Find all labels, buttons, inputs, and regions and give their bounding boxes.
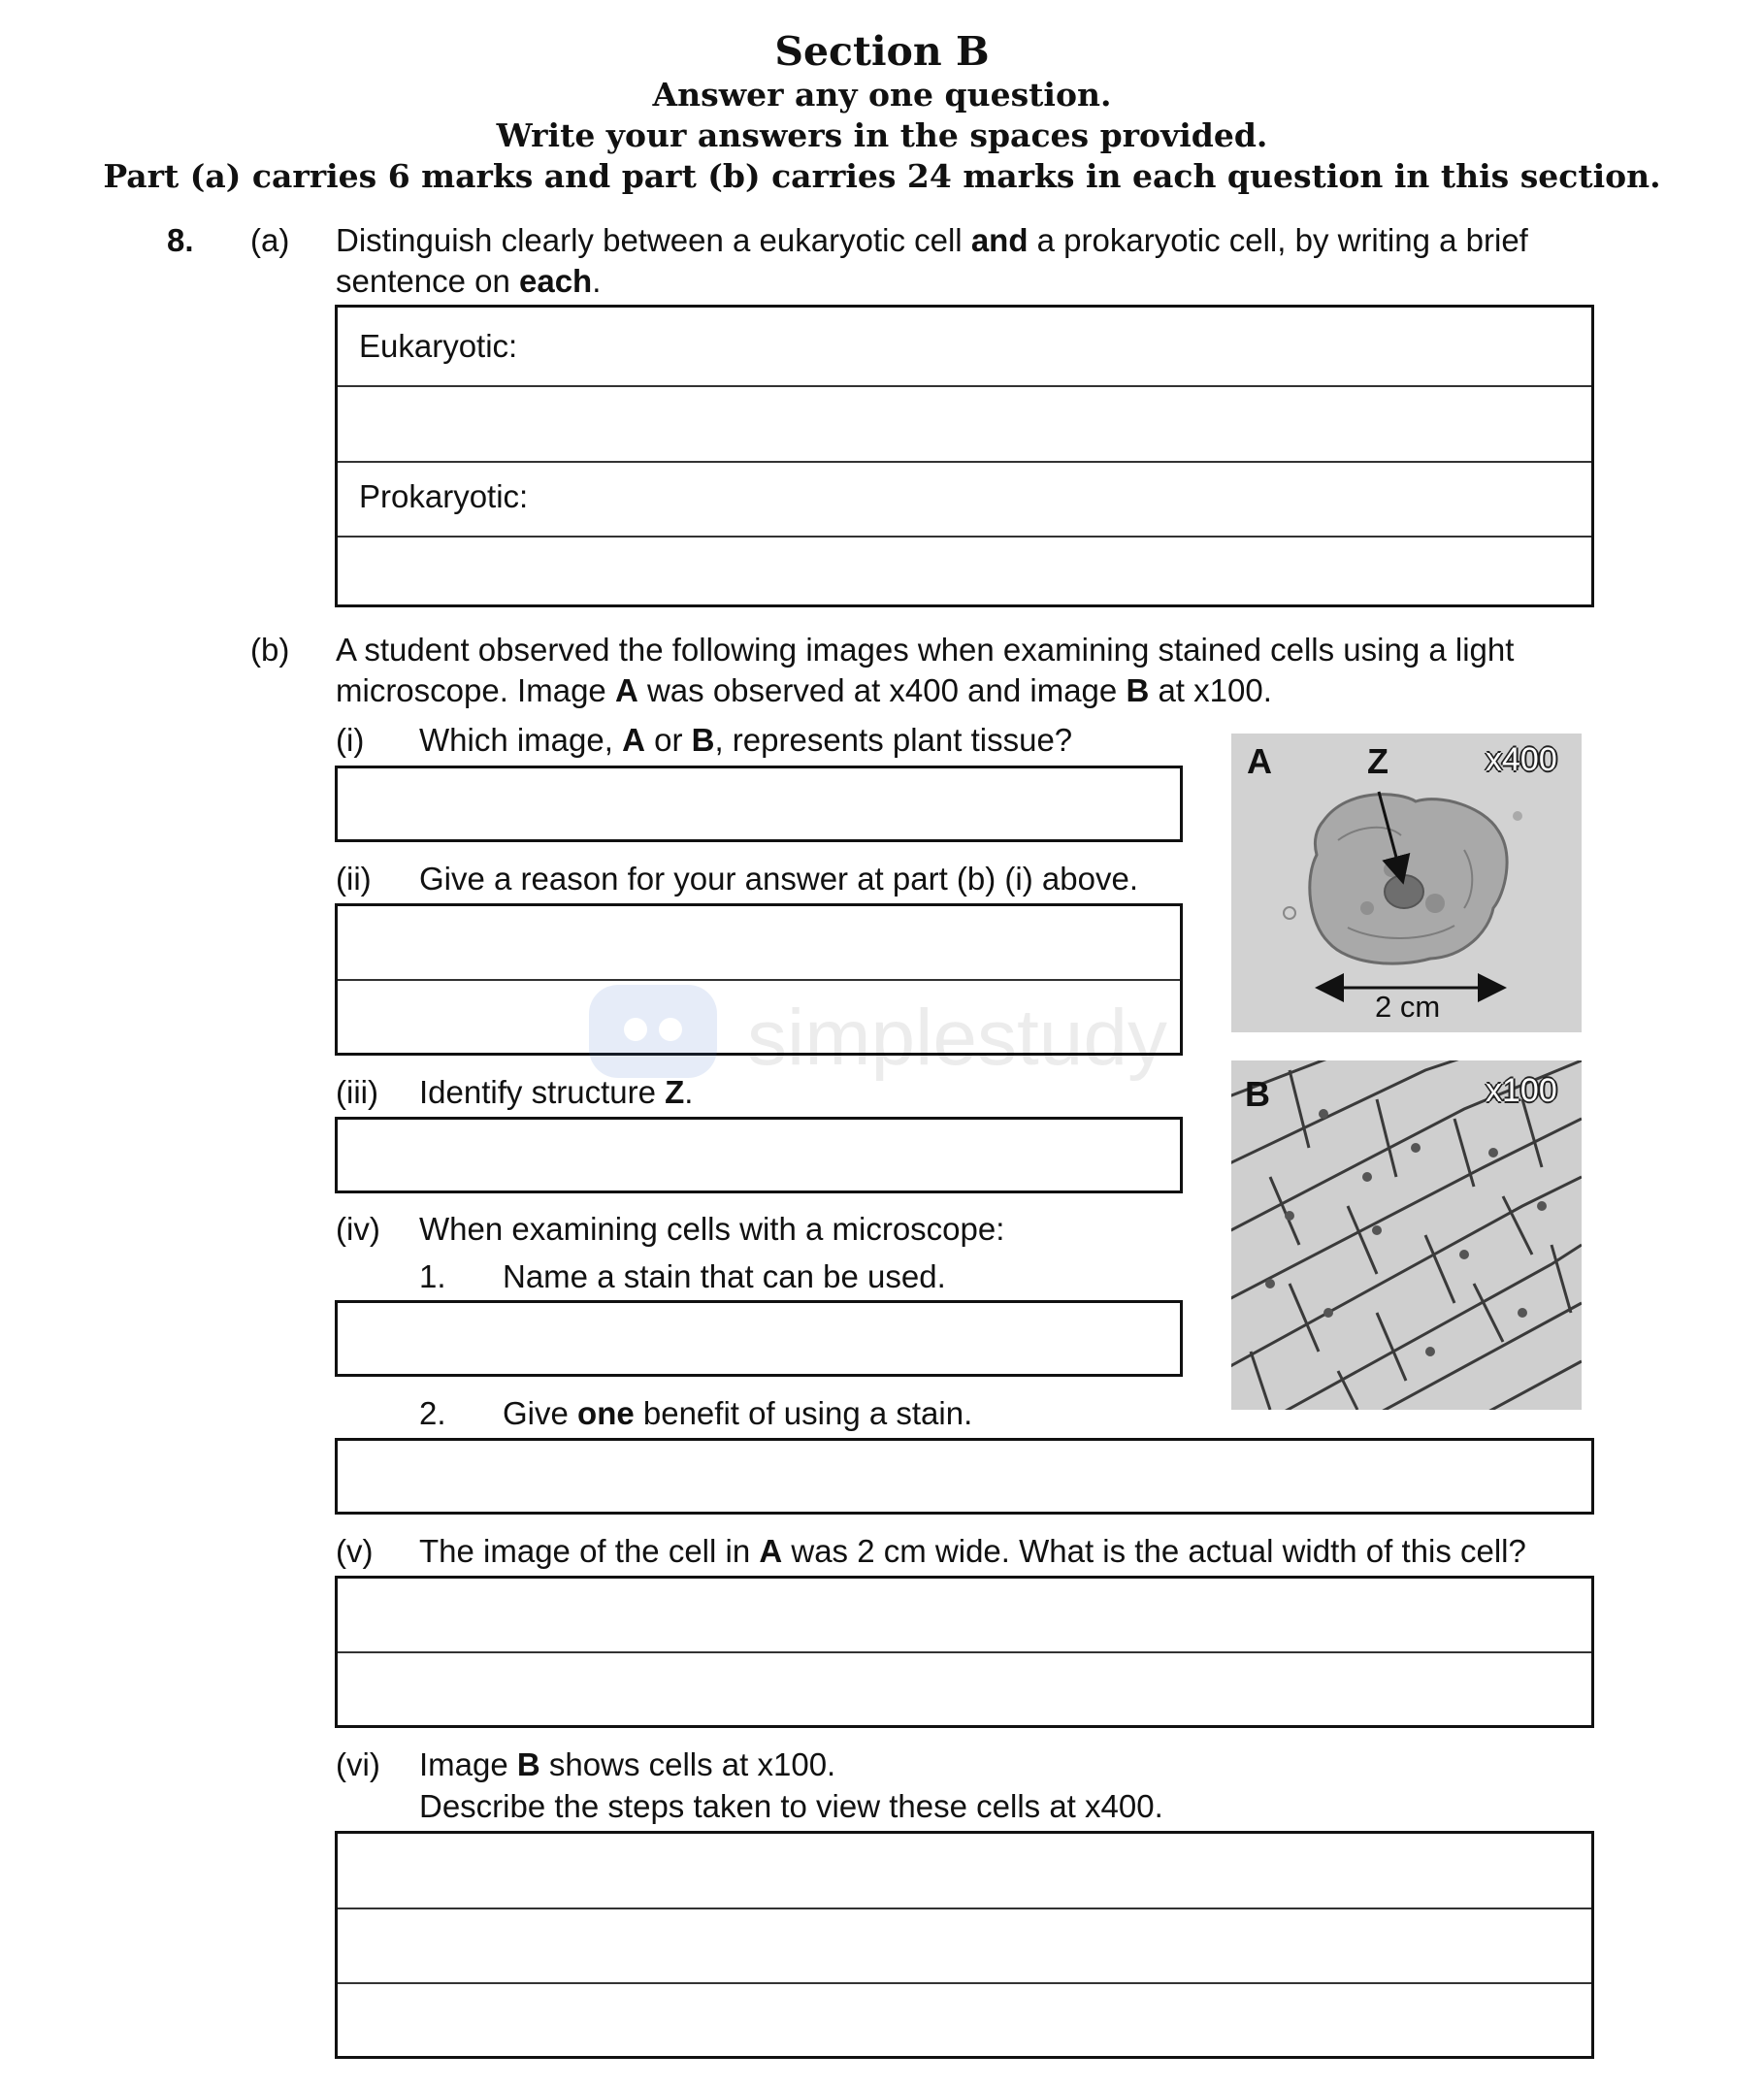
micrograph-b	[1231, 1060, 1582, 1410]
answer-box-iv-1[interactable]	[335, 1300, 1183, 1377]
answer-line	[338, 536, 1591, 538]
structure-z-label: Z	[1367, 741, 1388, 781]
answer-line	[338, 385, 1591, 387]
eukaryotic-label: Eukaryotic:	[359, 328, 518, 364]
sub-vi-label: (vi)	[336, 1746, 380, 1782]
sub-iv-item-2-number: 2.	[419, 1395, 446, 1431]
sub-i-label: (i)	[336, 722, 365, 758]
answer-box-vi[interactable]	[335, 1831, 1594, 2059]
part-a-text-line-1: Distinguish clearly between a eukaryotic cell and a prokaryotic cell, by writing a brief	[336, 222, 1528, 258]
watermark-text: simplestudy	[747, 994, 1167, 1082]
answer-box-v[interactable]	[335, 1576, 1594, 1728]
instruction-line-2: Write your answers in the spaces provided.	[496, 116, 1268, 154]
answer-box-part-a[interactable]	[335, 305, 1594, 607]
plant-cells-icon	[1231, 1060, 1582, 1410]
instruction-line-3: Part (a) carries 6 marks and part (b) carries 24 marks in each question in this section.	[103, 157, 1661, 195]
sub-vi-question-line-2: Describe the steps taken to view these cells at x400.	[419, 1788, 1163, 1824]
scale-bar-label: 2 cm	[1375, 990, 1441, 1024]
image-b-magnification: x100	[1486, 1072, 1557, 1109]
sub-v-question: The image of the cell in A was 2 cm wide. What is the actual width of this cell?	[419, 1533, 1526, 1569]
sub-iv-item-1-text: Name a stain that can be used.	[503, 1258, 946, 1294]
sub-iv-question: When examining cells with a microscope:	[419, 1211, 1005, 1247]
answer-line	[338, 461, 1591, 463]
sub-ii-label: (ii)	[336, 861, 372, 897]
image-a-magnification: x400	[1486, 741, 1557, 778]
sub-iii-label: (iii)	[336, 1074, 378, 1110]
part-a-text-line-2: sentence on each.	[336, 263, 602, 299]
sub-iv-label: (iv)	[336, 1211, 380, 1247]
question-number: 8.	[167, 222, 194, 258]
part-a-label: (a)	[250, 222, 290, 258]
image-a-label: A	[1247, 741, 1272, 781]
answer-line	[338, 1908, 1591, 1909]
sub-i-question: Which image, A or B, represents plant tissue?	[419, 722, 1073, 758]
sub-v-label: (v)	[336, 1533, 374, 1569]
micrograph-a	[1231, 734, 1582, 1032]
answer-line	[338, 979, 1180, 981]
sub-ii-question: Give a reason for your answer at part (b) (i) above.	[419, 861, 1138, 897]
answer-box-iv-2[interactable]	[335, 1438, 1594, 1515]
part-b-intro-line-2: microscope. Image A was observed at x400 and image B at x100.	[336, 672, 1272, 708]
sub-iii-question: Identify structure Z.	[419, 1074, 694, 1110]
instruction-line-1: Answer any one question.	[652, 76, 1112, 114]
answer-line	[338, 1982, 1591, 1984]
image-b-label: B	[1245, 1074, 1270, 1114]
answer-box-i[interactable]	[335, 766, 1183, 842]
prokaryotic-label: Prokaryotic:	[359, 478, 529, 514]
answer-line	[338, 1651, 1591, 1653]
sub-vi-question-line-1: Image B shows cells at x100.	[419, 1746, 836, 1782]
answer-box-iii[interactable]	[335, 1117, 1183, 1193]
sub-iv-item-1-number: 1.	[419, 1258, 446, 1294]
part-b-intro-line-1: A student observed the following images when examining stained cells using a light	[336, 632, 1515, 668]
sub-iv-item-2-text: Give one benefit of using a stain.	[503, 1395, 973, 1431]
section-title: Section B	[774, 28, 990, 75]
part-b-label: (b)	[250, 632, 290, 668]
